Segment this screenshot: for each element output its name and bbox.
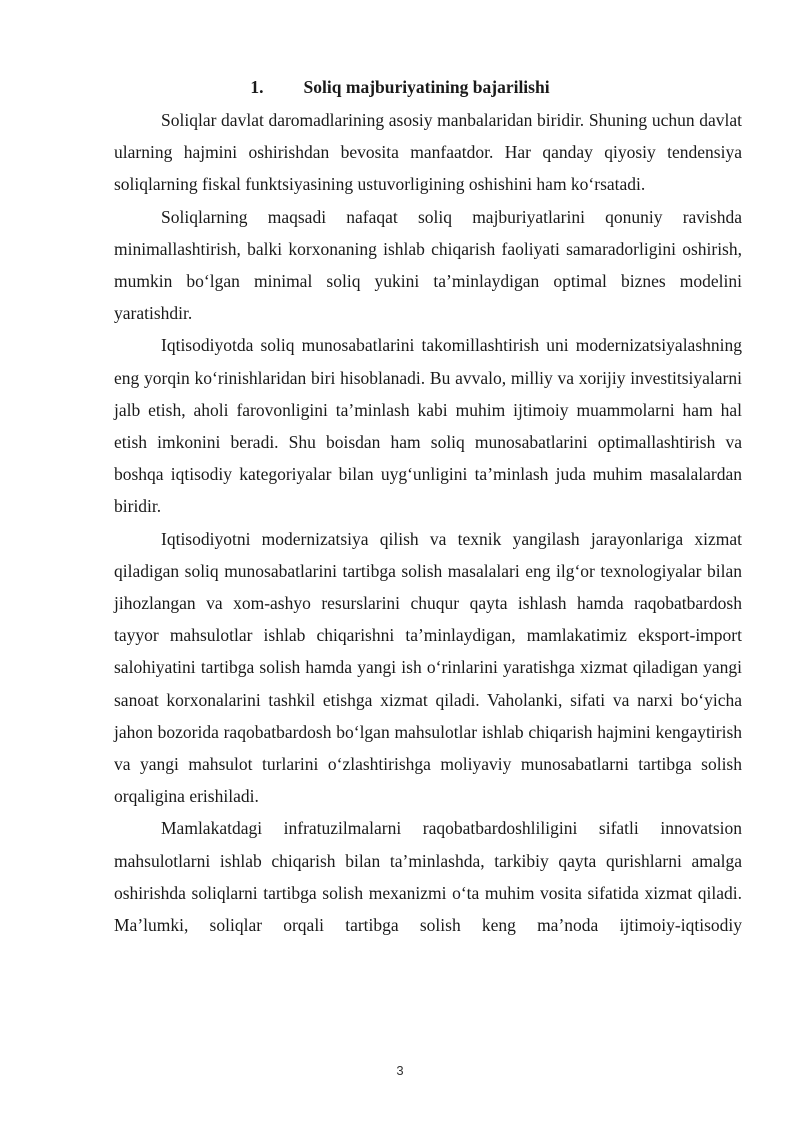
section-number: 1. (250, 77, 264, 97)
paragraph-4: Iqtisodiyotni modernizatsiya qilish va texnik yangilash jarayonlariga xizmat qiladigan soliq munosabatlarini tartibga solish masalalari eng ilg‘or texnologiyalar bilan jihozlangan va xom-ashyo resurslarini chuqur qayta ishlash hamda raqobatbardosh tayyor mahsulotlar ishlab chiqarishni ta’minlaydigan, mamlakatimiz eksport-import salohiyatini tartibga solish hamda yangi ish o‘rinlarini yaratishga xizmat qiladigan yangi sanoat korxonalarini tashkil etishga xizmat qiladi. Vaholanki, sifati va narxi bo‘yicha jahon bozorida raqobatbardosh bo‘lgan mahsulotlar ishlab chiqarish hajmini kengaytirish va yangi mahsulot turlarini o‘zlashtirishga moliyaviy munosabatlarni tartibga solish orqaligina erishiladi. (114, 528, 742, 807)
paragraph-3: Iqtisodiyotda soliq munosabatlarini takomillashtirish uni modernizatsiyalashning eng yorqin ko‘rinishlaridan biri hisoblanadi. Bu avvalo, milliy va xorijiy investitsiyalarni jalb etish, aholi farovonligini ta’minlash kabi muhim ijtimoiy muammolarni ham hal etish imkonini beradi. Shu boisdan ham soliq munosabatlarini optimallashtirish va boshqa iqtisodiy kategoriyalar bilan uyg‘unligini ta’minlash juda muhim masalalardan biridir. (114, 335, 742, 517)
body-text (114, 104, 742, 941)
paragraph-1: Soliqlar davlat daromadlarining asosiy manbalaridan biridir. Shuning uchun davlat ularning hajmini oshirishdan bevosita manfaatdor. Har qanday qiyosiy tendensiya soliqlarning fiskal funktsiyasining ustuvorligining oshishini ham ko‘rsatadi. (114, 110, 742, 195)
page-number: 3 (396, 1063, 404, 1078)
paragraph-5: Mamlakatdagi infratuzilmalarni raqobatbardoshliligini sifatli innovatsion mahsulotlarni ishlab chiqarish bilan ta’minlashda, tarkibiy qayta qurishlarni amalga oshirishda soliqlarni tartibga solish mexanizmi o‘ta muhim vosita sifatida xizmat qiladi. Ma’lumki, soliqlar orqali tartibga solish keng ma’noda ijtimoiy-iqtisodiy (114, 818, 742, 936)
section-title: Soliq majburiyatining bajarilishi (303, 77, 550, 97)
section-heading (0, 71, 800, 103)
paragraph-2: Soliqlarning maqsadi nafaqat soliq majburiyatlarini qonuniy ravishda minimallashtirish, balki korxonaning ishlab chiqarish faoliyati samaradorligini oshirish, mumkin bo‘lgan minimal soliq yukini ta’minlaydigan optimal biznes modelini yaratishdir. (114, 206, 742, 324)
